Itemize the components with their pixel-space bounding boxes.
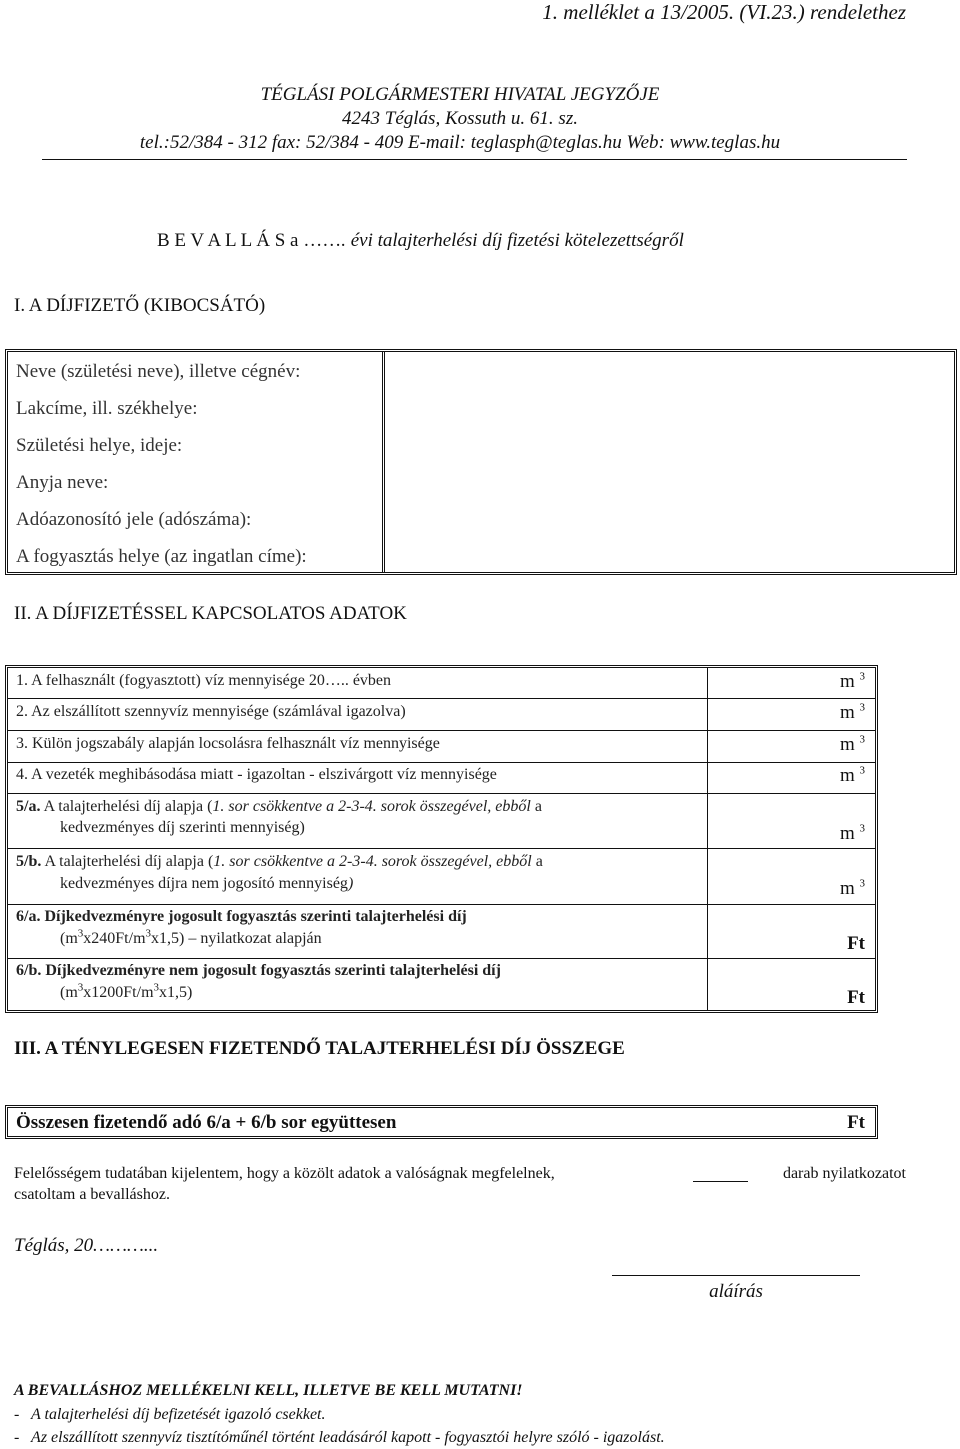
- row-text-italic: 1. sor csökkentve a 2-3-4. sorok összegével, ebből: [213, 853, 532, 870]
- birth-place-date-label: Születési helye, ideje:: [16, 435, 183, 456]
- row-value-field[interactable]: [710, 906, 840, 956]
- row-text: Külön jogszabály alapján locsolásra felhasznált víz mennyisége: [32, 735, 440, 752]
- table-row: [16, 766, 497, 784]
- payer-table: [5, 349, 957, 575]
- row-unit: Ft: [847, 987, 865, 1008]
- row-number: 2.: [16, 703, 28, 720]
- payer-address-field[interactable]: [388, 393, 948, 427]
- form-title: [157, 230, 684, 252]
- title-rest: . évi talajterhelési díj fizetési kötelezettségről: [341, 230, 684, 251]
- office-title: TÉGLÁSI POLGÁRMESTERI HIVATAL JEGYZŐJE: [260, 84, 660, 105]
- row-value-field[interactable]: [710, 669, 840, 697]
- row-text-italic: 1. sor csökkentve a 2-3-4. sorok összegével, ebből: [212, 798, 531, 815]
- fee-table-hline: [8, 904, 875, 905]
- fee-table-hline: [8, 698, 875, 699]
- tax-id-label: Adóazonosító jele (adószáma):: [16, 509, 252, 530]
- title-dots[interactable]: ……: [303, 230, 342, 251]
- office-address: 4243 Téglás, Kossuth u. 61. sz.: [342, 108, 578, 129]
- row-number: 6/b.: [16, 962, 42, 979]
- row-value-field[interactable]: [710, 732, 840, 760]
- table-row: [16, 703, 406, 721]
- row-text: A vezeték meghibásodása miatt - igazoltan - elszivárgott víz mennyisége: [31, 766, 497, 783]
- fee-data-table: [5, 665, 878, 1013]
- row-text-line2: kedvezményes díj szerinti mennyiség): [60, 819, 305, 836]
- consumption-place-field[interactable]: [388, 541, 948, 575]
- payer-table-divider: [382, 352, 385, 572]
- fee-table-hline: [8, 730, 875, 731]
- place-date[interactable]: Téglás, 20………...: [14, 1235, 159, 1256]
- row-unit: m $^3$: [839, 877, 865, 899]
- mother-name-label: Anyja neve:: [16, 472, 109, 493]
- row-text: Díjkedvezményre nem jogosult fogyasztás szerinti talajterhelési díj: [45, 962, 501, 979]
- row-value-field[interactable]: [710, 851, 840, 901]
- signature-line[interactable]: [612, 1275, 860, 1276]
- table-row: [16, 798, 542, 816]
- table-row: [16, 962, 501, 980]
- declaration-text-end: darab nyilatkozatot: [782, 1165, 906, 1182]
- row-text: A felhasznált (fogyasztott) víz mennyisége 20….. évben: [31, 672, 392, 689]
- row-value-field[interactable]: [710, 796, 840, 846]
- row-number: 3.: [16, 735, 28, 752]
- consumption-place-label: A fogyasztás helye (az ingatlan címe):: [16, 546, 307, 567]
- row-unit: m $^3$: [839, 764, 865, 786]
- payer-name-label: Neve (születési neve), illetve cégnév:: [16, 361, 301, 382]
- fee-table-hline: [8, 848, 875, 849]
- row-unit: m $^3$: [839, 733, 865, 755]
- table-row: [16, 672, 391, 690]
- row-text: Díjkedvezményre jogosult fogyasztás szerinti talajterhelési díj: [44, 908, 467, 925]
- tax-id-field[interactable]: [388, 504, 948, 538]
- section1-heading: I. A DÍJFIZETŐ (KIBOCSÁTÓ): [14, 295, 266, 316]
- row-unit: m $^3$: [839, 670, 865, 692]
- row-number: 4.: [16, 766, 28, 783]
- row-number: 1.: [16, 672, 28, 689]
- fee-table-hline: [8, 793, 875, 794]
- payer-address-label: Lakcíme, ill. székhelye:: [16, 398, 198, 419]
- total-label: Összesen fizetendő adó 6/a + 6/b sor együttesen: [16, 1112, 397, 1133]
- annex-reference: 1. melléklet a 13/2005. (VI.23.) rendelethez: [542, 0, 906, 24]
- declaration-line2: csatoltam a bevalláshoz.: [14, 1186, 170, 1203]
- attachment-item: - Az elszállított szennyvíz tisztítóműnél történt leadásáról kapott - fogyasztói helyre szóló - igazolást.: [14, 1429, 665, 1446]
- row-unit: m $^3$: [839, 822, 865, 844]
- office-contact: tel.:52/384 - 312 fax: 52/384 - 409 E-mail: teglasph@teglas.hu Web: www.teglas.hu: [139, 132, 781, 153]
- attachment-item: - A talajterhelési díj befizetését igazoló csekket.: [14, 1406, 326, 1423]
- payer-name-field[interactable]: [388, 356, 948, 390]
- row-text-line2: kedvezményes díjra nem jogosító mennyiség): [60, 875, 354, 892]
- section3-heading: III. A TÉNYLEGESEN FIZETENDŐ TALAJTERHELÉSI DÍJ ÖSSZEGE: [14, 1038, 625, 1059]
- row-text: a: [531, 853, 543, 870]
- row-value-field[interactable]: [710, 764, 840, 792]
- total-value-field[interactable]: [528, 1109, 828, 1135]
- row-text: A talajterhelési díj alapja (: [43, 798, 213, 815]
- row-value-field[interactable]: [710, 700, 840, 728]
- row-unit: Ft: [847, 933, 865, 954]
- signature-label: aláírás: [709, 1281, 763, 1302]
- fee-table-hline: [8, 958, 875, 959]
- title-main: B E V A L L Á S a: [157, 230, 299, 251]
- mother-name-field[interactable]: [388, 467, 948, 501]
- row-text-line2: $(m^3x240Ft/m^3x1,5)$ – nyilatkozat alapján: [60, 927, 322, 947]
- fee-table-hline: [8, 762, 875, 763]
- table-row: [16, 853, 543, 871]
- row-number: 6/a.: [16, 908, 41, 925]
- header-divider: [42, 159, 907, 160]
- declaration-text: Felelősségem tudatában kijelentem, hogy a közölt adatok a valóságnak megfelelnek,: [14, 1165, 555, 1182]
- row-number: 5/a.: [16, 798, 41, 815]
- row-text-line2: $(m^3x1200Ft/m^3x1,5)$: [60, 981, 193, 1001]
- row-value-field[interactable]: [710, 960, 840, 1010]
- row-text: A talajterhelési díj alapja (: [44, 853, 214, 870]
- row-number: 5/b.: [16, 853, 42, 870]
- table-row: [16, 908, 467, 926]
- section2-heading: II. A DÍJFIZETÉSSEL KAPCSOLATOS ADATOK: [14, 603, 407, 624]
- attachment-count-field[interactable]: [693, 1179, 748, 1182]
- row-unit: m $^3$: [839, 701, 865, 723]
- total-unit: Ft: [847, 1112, 865, 1133]
- total-box: [5, 1105, 878, 1139]
- table-row: [16, 735, 440, 753]
- declaration-line1: [14, 1165, 906, 1183]
- row-text: a: [530, 798, 542, 815]
- attachments-heading: A BEVALLÁSHOZ MELLÉKELNI KELL, ILLETVE BE KELL MUTATNI!: [14, 1382, 523, 1399]
- row-text: Az elszállított szennyvíz mennyisége (számlával igazolva): [31, 703, 406, 720]
- birth-place-date-field[interactable]: [388, 430, 948, 464]
